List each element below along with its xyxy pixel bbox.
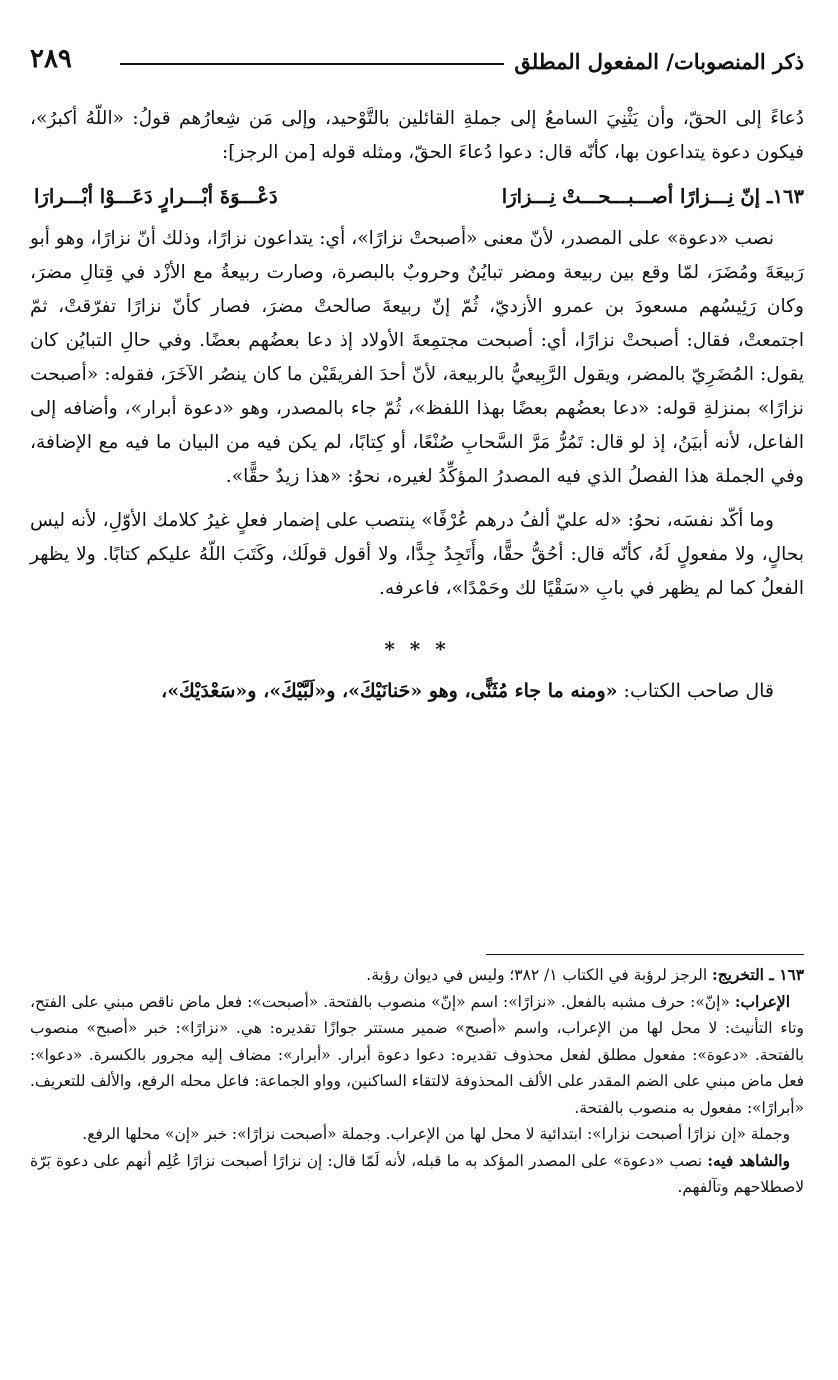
verse-163: [30, 180, 804, 214]
footnote-shahid-label: والشاهد فيه:: [707, 1151, 790, 1170]
footnote-takhrij-label: ١٦٣ ـ التخريج:: [712, 966, 804, 984]
verse-hemistich-1: إنّ نِـــزارًا أصـــبـــحـــتْ نِـــزارَا: [501, 185, 761, 208]
page-number: ٢٨٩: [30, 44, 72, 74]
footnotes: [30, 962, 804, 1201]
footnote-takhrij-text: الرجز لرؤبة في الكتاب ١/ ٣٨٢؛ وليس في ديوان رؤبة.: [366, 966, 713, 984]
verse-number: ١٦٣ـ: [766, 185, 804, 208]
footnote-shahid-text: نصب «دعوة» على المصدر المؤكد به ما قبله، لأنه لَمّا قال: إن نزارًا أصبحت نزارًا عُلِم أنهم على دعوة بَرّة لاصطلاحهم وتآلفهم.: [30, 1151, 804, 1196]
footnote-irab-text: «إنّ»: حرف مشبه بالفعل. «نزارًا»: اسم «إنّ» منصوب بالفتحة. «أصبحت»: فعل ماض ناقص مبني على الفتح، وتاء التأنيث: لا محل لها من الإعراب، واسم «أصبح» ضمير مستتر جوازًا تقديره: هي. «نزارًا»: خبر «أصبح» منصوب بالفتحة. «دعوة»: مفعول مطلق لفعل محذوف تقديره: دعوا دعوة أبرار. «أبرار»: مضاف إليه مجرور بالكسرة. «دعوا»: فعل ماض مبني على الضم المقدر على الألف المحذوفة لالتقاء الساكنين، وواو الجماعة: فاعل محله الرفع، والألف للتعريف. «أبرارًا»: مفعول به منصوب بالفتحة.: [30, 992, 804, 1117]
verse-first-hemistich: [502, 180, 804, 214]
paragraph-1: دُعاءً إلى الحقّ، وأن يَثْنِيَ السامعُ إلى جملةِ القائلين بالتَّوْحيد، وإلى مَن شِعارُهم قولُ: «اللّهُ أكبرُ»، فيكون دعوة يتداعون بها، كأنّه قال: دعوا دُعاءَ الحقّ، ومثله قوله [من الرجز]:: [30, 108, 804, 163]
section-divider-stars: * * *: [384, 637, 450, 661]
paragraph-2: نصب «دعوة» على المصدر، لأنّ معنى «أصبحتْ نزارًا»، أي: يتداعون نزارًا، وذلك أنّ نزارًا، وهو أبو رَبيعَةَ ومُضَرَ، لمّا وقع بين ربيعة ومضر تبايُنٌ وحروبٌ بالبصرة، وصارت ربيعةُ مع الأزْد في قِتالِ مضرَ، وكان رَئِيسُهم مسعودَ بن عمرو الأزديّ، ثُمّ إنّ ربيعةَ صالحتْ مضرَ، فصار كأنّ نزارًا تفرّقتْ، ثمّ اجتمعتْ، فقال: أصبحتْ نزارًا، أي: أصبحت مجتمِعةَ الأولاد إذ دعا بعضُهم بعضًا. وفي حالِ التبايُن كان يقول: المُضَرِيّ بالمضر، ويقول الرَّبِيعيُّ بالربيعة، لأنّ أحدَ الفريقَيْن ما كان ينصُر الآخَرَ، فقوله: «أصبحت نزارًا» بمنزلةِ قوله: «دعا بعضُهم بعضًا بهذا اللفظ»، ثُمّ جاء بالمصدر، وهو «دعوة أبرار»، وأضافه إلى الفاعل، لأنه أبيَنُ، إذ لو قال: تَمُرُّ مَرَّ السَّحابِ صُنْعًا، أو كِتابًا، لم يكن فيه من البيان ما فيه مع الإضافة، وفي الجملة هذا الفصلُ الذي فيه المصدرُ المؤكِّدُ لغيره، نحوُ: «هذا زيدٌ حقًّا».: [30, 228, 804, 487]
footnote-takhrij: [30, 962, 804, 989]
verse-hemistich-2: دَعْـــوَةَ أبْـــرارٍ دَعَـــوْا أبْـــرارَا: [34, 185, 278, 208]
page-header: [30, 38, 804, 74]
author-quote-intro: قال صاحب الكتاب:: [617, 680, 774, 702]
footnote-irab: [30, 989, 804, 1122]
author-quote-text: «ومنه ما جاء مُثَنًّى، وهو «حَنانَيْكَ»، و«لَبَّيْكَ»، و«سَعْدَيْكَ»،: [161, 680, 618, 702]
main-text: [30, 102, 804, 708]
footnote-irab-label: الإعراب:: [734, 992, 790, 1011]
header-rule: [120, 63, 504, 65]
running-title: ذكر المنصوبات/ المفعول المطلق: [514, 49, 804, 74]
footnote-shahid: [30, 1148, 804, 1201]
footnote-separator: [486, 954, 804, 955]
author-quote: [30, 674, 804, 708]
footnote-jumla: وجملة «إن نزارًا أصبحت نزارا»: ابتدائية لا محل لها من الإعراب. وجملة «أصبحت نزارًا»: خبر «إن» محلها الرفع.: [82, 1125, 790, 1143]
paragraph-3: وما أكّد نفسَه، نحوُ: «له عليّ ألفُ درهم عُرْفًا» ينتصب على إضمار فعلٍ غيرُ كلامك الأوّلِ، لأنه ليس بحالٍ، ولا مفعولٍ لَهُ، كأنّه قال: أحُقُّ حقًّا، وأَتَجِدُ جِدًّا، ولا أقول قولَك، وكَتَبَ اللّهُ عليكم كتابًا. ولا يظهر الفعلُ كما لم يظهر في بابِ «سَقْيًا لك وحَمْدًا»، فاعرفه.: [30, 510, 804, 599]
